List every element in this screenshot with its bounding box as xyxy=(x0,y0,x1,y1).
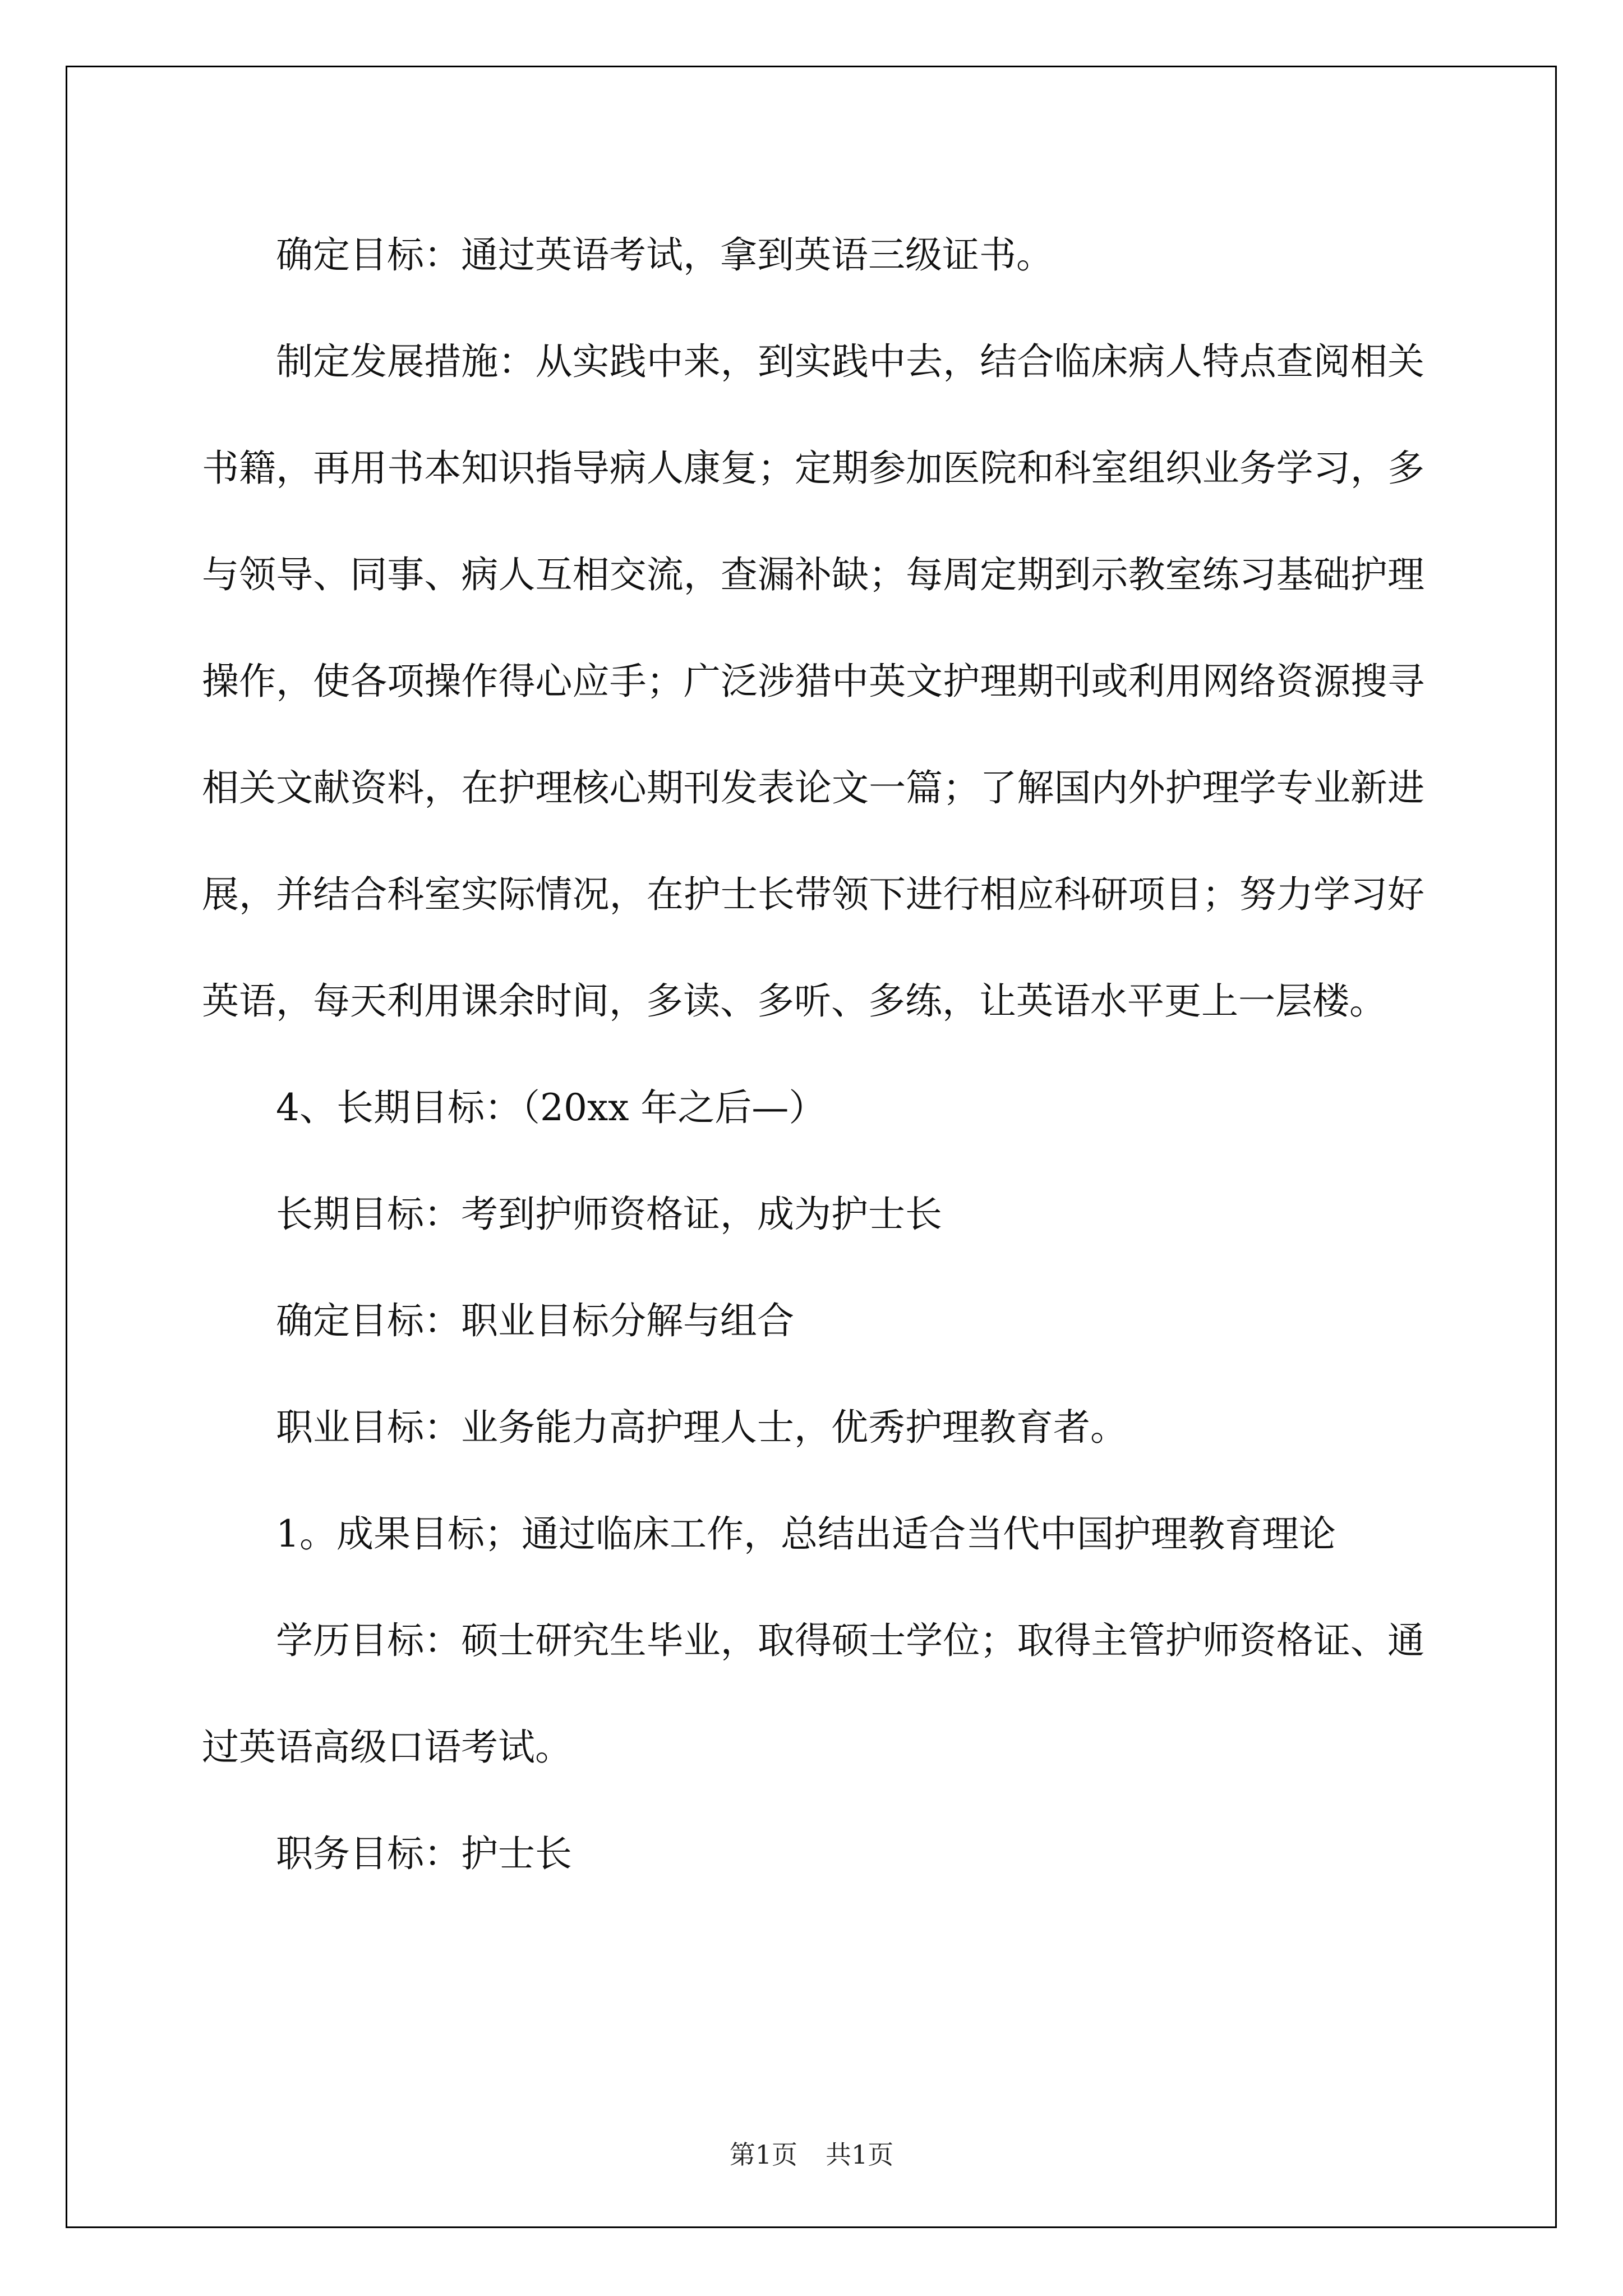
document-body xyxy=(202,202,1424,1907)
paragraph: 职业目标：业务能力高护理人士，优秀护理教育者。 xyxy=(276,1406,1127,1449)
paragraph: 学历目标：硕士研究生毕业，取得硕士学位；取得主管护师资格证、通过英语高级口语考试。 xyxy=(202,1619,1424,1769)
page-total: 共1页 xyxy=(826,2139,894,2170)
paragraph: 确定目标：职业目标分解与组合 xyxy=(276,1299,794,1342)
paragraph: 1。成果目标；通过临床工作，总结出适合当代中国护理教育理论 xyxy=(276,1512,1336,1556)
paragraph: 制定发展措施：从实践中来，到实践中去，结合临床病人特点查阅相关书籍，再用书本知识指导病人康复；定期参加医院和科室组织业务学习，多与领导、同事、病人互相交流，查漏补缺；每周定期到示教室练习基础护理操作，使各项操作得心应手；广泛涉猎中英文护理期刊或利用网络资源搜寻相关文献资料，在护理核心期刊发表论文一篇；了解国内外护理学专业新进展，并结合科室实际情况，在护士长带领下进行相应科研项目；努力学习好英语，每天利用课余时间，多读、多听、多练，让英语水平更上一层楼。 xyxy=(202,340,1424,1023)
paragraph: 职务目标：护士长 xyxy=(276,1832,572,1875)
section-heading: 4、长期目标：（20xx 年之后—） xyxy=(276,1086,826,1129)
paragraph: 确定目标：通过英语考试，拿到英语三级证书。 xyxy=(276,233,1053,277)
paragraph: 长期目标：考到护师资格证，成为护士长 xyxy=(276,1193,942,1236)
page-number: 第1页 xyxy=(729,2139,797,2170)
page-footer xyxy=(0,2134,1623,2171)
